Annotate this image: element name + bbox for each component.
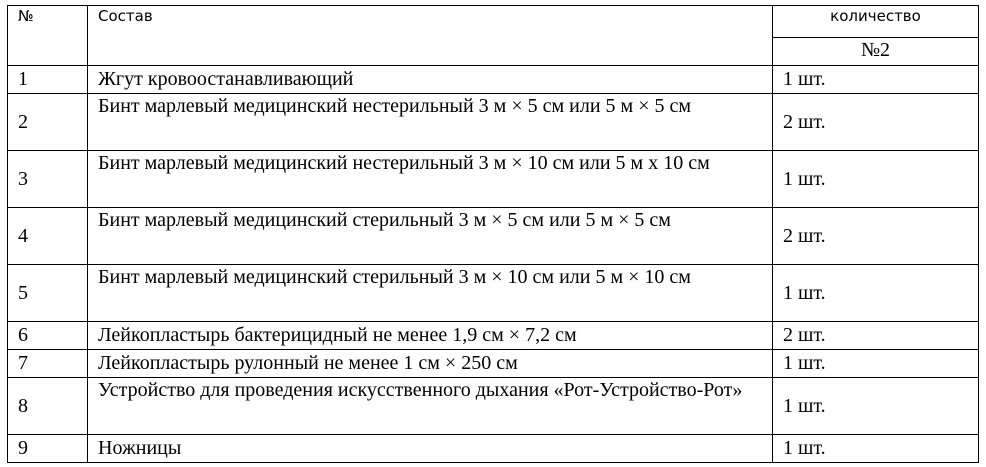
- table-row: [8, 208, 979, 265]
- table-row: [8, 350, 979, 378]
- table-row: [8, 151, 979, 208]
- row-quantity: 1 шт.: [773, 265, 979, 322]
- header-row: [8, 6, 979, 38]
- table-row: [8, 435, 979, 463]
- row-number: 8: [8, 378, 88, 435]
- row-item: Лейкопластырь бактерицидный не менее 1,9 см × 7,2 см: [88, 322, 773, 350]
- row-quantity: 1 шт.: [773, 66, 979, 94]
- row-quantity: 1 шт.: [773, 350, 979, 378]
- row-item: Бинт марлевый медицинский нестерильный 3 м × 10 см или 5 м х 10 см: [88, 151, 773, 208]
- row-number: 9: [8, 435, 88, 463]
- row-quantity: 2 шт.: [773, 322, 979, 350]
- row-item: Жгут кровоостанавливающий: [88, 66, 773, 94]
- row-item: Лейкопластырь рулонный не менее 1 см × 250 см: [88, 350, 773, 378]
- row-number: 5: [8, 265, 88, 322]
- row-item: Устройство для проведения искусственного дыхания «Рот-Устройство-Рот»: [88, 378, 773, 435]
- table-row: [8, 265, 979, 322]
- row-number: 6: [8, 322, 88, 350]
- row-quantity: 1 шт.: [773, 378, 979, 435]
- table-row: [8, 66, 979, 94]
- row-quantity: 2 шт.: [773, 94, 979, 151]
- row-number: 3: [8, 151, 88, 208]
- row-quantity: 1 шт.: [773, 151, 979, 208]
- header-quantity: количество: [773, 6, 979, 38]
- composition-table: [7, 5, 979, 463]
- row-item: Ножницы: [88, 435, 773, 463]
- header-composition: Состав: [88, 6, 773, 66]
- table-row: [8, 94, 979, 151]
- row-number: 4: [8, 208, 88, 265]
- header-kit-number: №2: [773, 38, 979, 66]
- row-number: 1: [8, 66, 88, 94]
- table-row: [8, 378, 979, 435]
- row-item: Бинт марлевый медицинский стерильный 3 м × 10 см или 5 м × 10 см: [88, 265, 773, 322]
- row-quantity: 2 шт.: [773, 208, 979, 265]
- row-number: 2: [8, 94, 88, 151]
- row-item: Бинт марлевый медицинский нестерильный 3 м × 5 см или 5 м × 5 см: [88, 94, 773, 151]
- row-item: Бинт марлевый медицинский стерильный 3 м × 5 см или 5 м × 5 см: [88, 208, 773, 265]
- table-row: [8, 322, 979, 350]
- row-number: 7: [8, 350, 88, 378]
- header-num: №: [8, 6, 88, 66]
- row-quantity: 1 шт.: [773, 435, 979, 463]
